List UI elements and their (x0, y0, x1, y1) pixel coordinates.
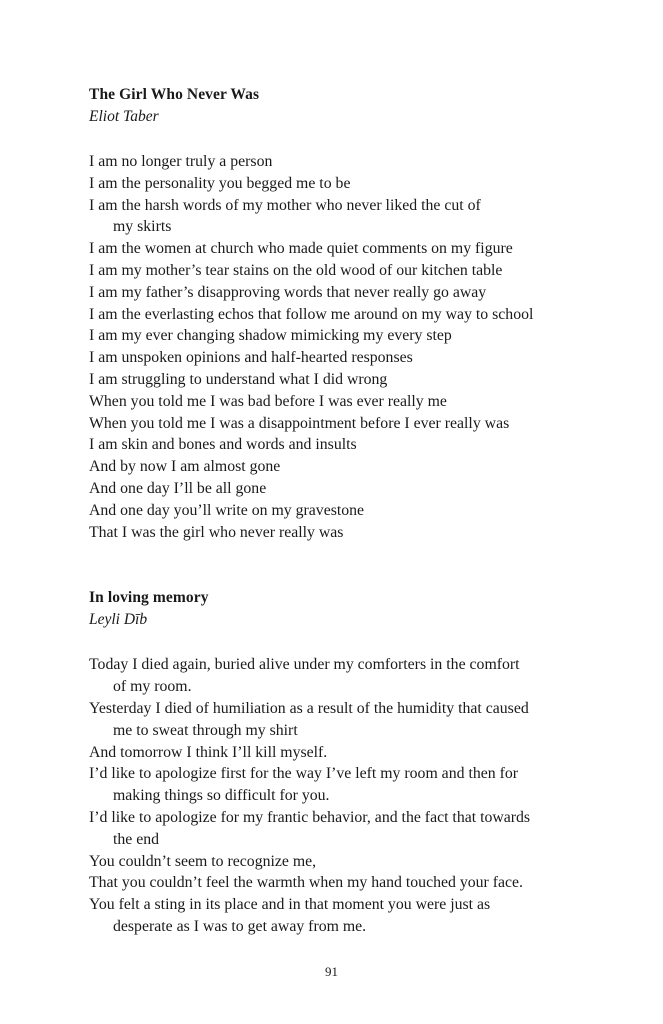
poem-line: You felt a sting in its place and in that moment you were just as (89, 896, 491, 914)
poem-line: I’d like to apologize for my frantic behavior, and the fact that towards (89, 808, 531, 826)
poem-in-loving-memory (89, 587, 605, 937)
poem-body (89, 151, 605, 543)
poem-line: the end (113, 830, 160, 848)
poem-line: You couldn’t seem to recognize me, (89, 852, 317, 870)
poem-line: I am the everlasting echos that follow me around on my way to school (89, 305, 534, 323)
poem-line: I am my mother’s tear stains on the old wood of our kitchen table (89, 261, 503, 279)
poem-line: I am my father’s disapproving words that never really go away (89, 283, 487, 301)
poem-line: of my room. (113, 678, 192, 696)
poem-line: making things so difficult for you. (113, 787, 330, 805)
poem-line: I am no longer truly a person (89, 153, 273, 170)
poem-author: Eliot Taber (89, 108, 159, 125)
poem-line: I am unspoken opinions and half-hearted responses (89, 349, 413, 367)
poem-line: my skirts (113, 218, 172, 236)
poem-line: I am the women at church who made quiet comments on my figure (89, 240, 513, 258)
poem-the-girl-who-never-was (89, 84, 605, 543)
poem-line: And by now I am almost gone (89, 458, 281, 476)
poem-line: I am skin and bones and words and insults (89, 436, 357, 454)
poem-body (89, 654, 605, 937)
poem-line: Today I died again, buried alive under my comforters in the comfort (89, 656, 520, 674)
poem-line: I am struggling to understand what I did wrong (89, 370, 388, 388)
poem-line: That I was the girl who never really was (89, 523, 344, 541)
poem-line: That you couldn’t feel the warmth when my hand touched your face. (89, 874, 523, 892)
poem-author: Leyli Dīb (89, 611, 148, 629)
poem-line: When you told me I was bad before I was ever really me (89, 392, 447, 410)
poem-line: me to sweat through my shirt (113, 721, 298, 739)
poem-title: The Girl Who Never Was (89, 86, 260, 103)
poem-line: desperate as I was to get away from me. (113, 917, 367, 935)
poem-line: I’d like to apologize first for the way I’ve left my room and then for (89, 765, 519, 783)
page-number: 91 (325, 964, 338, 979)
poem-line: I am the personality you begged me to be (89, 174, 351, 192)
poem-line: And one day you’ll write on my gravestone (89, 501, 365, 519)
poem-line: And one day I’ll be all gone (89, 479, 267, 497)
poem-line: When you told me I was a disappointment before I ever really was (89, 414, 510, 432)
poem-line: I am the harsh words of my mother who never liked the cut of (89, 196, 481, 214)
poem-title: In loving memory (89, 589, 209, 607)
poem-line: Yesterday I died of humiliation as a result of the humidity that caused (89, 699, 529, 717)
poem-line: I am my ever changing shadow mimicking my every step (89, 327, 452, 345)
poem-line: And tomorrow I think I’ll kill myself. (89, 743, 328, 761)
